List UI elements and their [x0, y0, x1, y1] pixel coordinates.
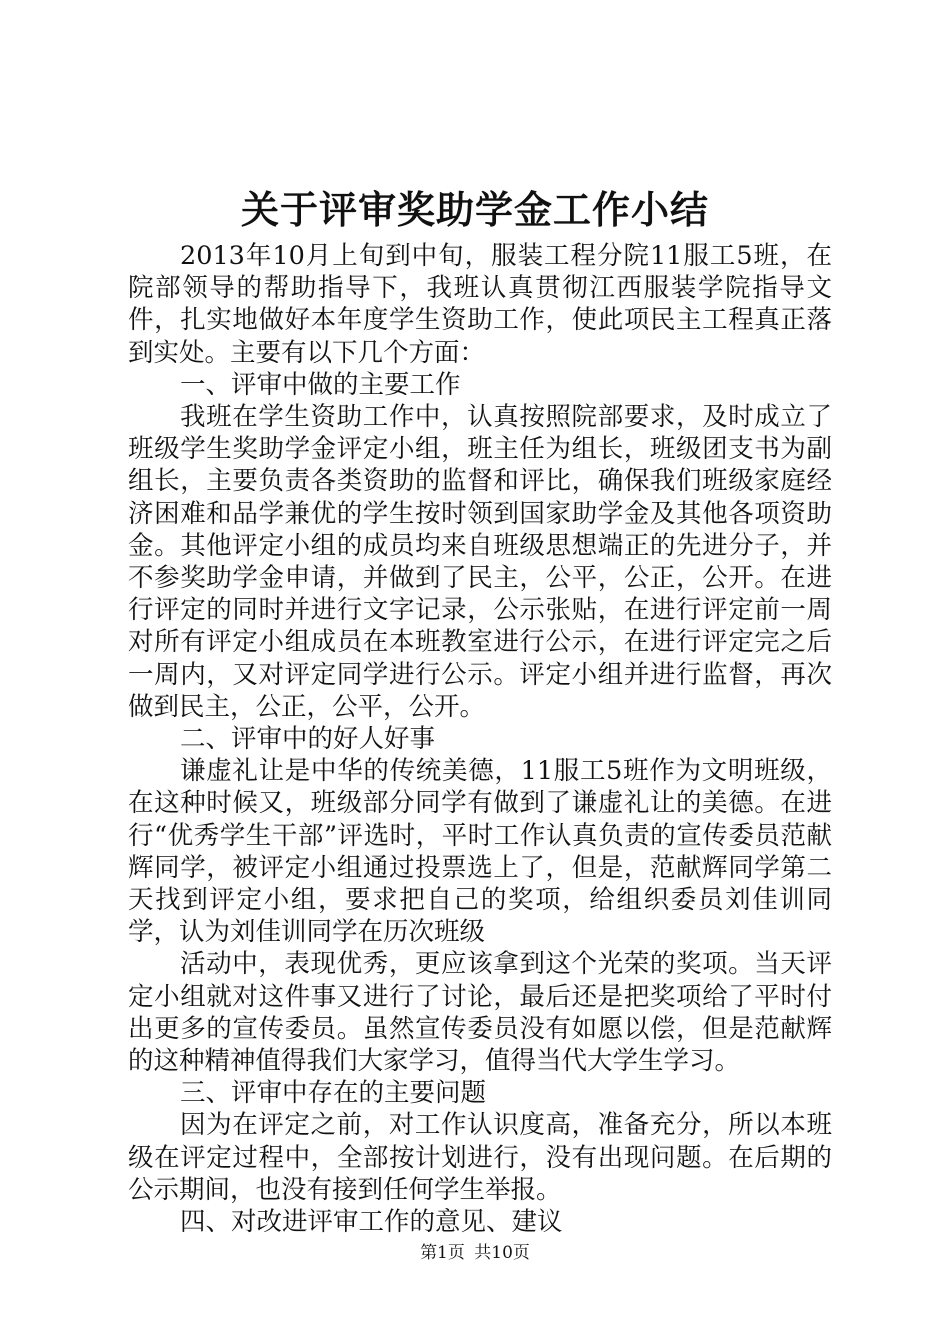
document-title: 关于评审奖助学金工作小结: [240, 187, 709, 232]
body-paragraph: 谦虚礼让是中华的传统美德，11服工5班作为文明班级，在这种时候又，班级部分同学有做到了谦虚礼让的美德。在进行“优秀学生干部”评选时，平时工作认真负责的宣传委员范献辉同学，被评定小组通过投票选上了，但是，范献辉同学第二天找到评定小组，要求把自己的奖项，给组织委员刘佳训同学，认为刘佳训同学在历次班级: [128, 756, 832, 948]
document-body: [128, 240, 832, 1238]
section-heading: 二、评审中的好人好事: [180, 724, 436, 755]
section-heading: 三、评审中存在的主要问题: [180, 1078, 487, 1109]
page-number: 第1页: [420, 1243, 465, 1263]
page-total: 共10页: [474, 1243, 530, 1263]
intro-paragraph: 2013年10月上旬到中旬，服装工程分院11服工5班，在院部领导的帮助指导下，我班认真贯彻江西服装学院指导文件，扎实地做好本年度学生资助工作，使此项民主工程真正落到实处。主要有以下几个方面：: [128, 241, 832, 368]
section-heading: 一、评审中做的主要工作: [180, 369, 461, 400]
body-paragraph: 活动中，表现优秀，更应该拿到这个光荣的奖项。当天评定小组就对这件事又进行了讨论，最后还是把奖项给了平时付出更多的宣传委员。虽然宣传委员没有如愿以偿，但是范献辉的这种精神值得我们大家学习，值得当代大学生学习。: [128, 949, 832, 1077]
page-footer: [0, 1242, 950, 1264]
section-heading: 四、对改进评审工作的意见、建议: [180, 1207, 563, 1238]
body-paragraph: 我班在学生资助工作中，认真按照院部要求，及时成立了班级学生奖助学金评定小组，班主任为组长，班级团支书为副组长，主要负责各类资助的监督和评比，确保我们班级家庭经济困难和品学兼优的学生按时领到国家助学金及其他各项资助金。其他评定小组的成员均来自班级思想端正的先进分子，并不参奖助学金申请，并做到了民主，公平，公正，公开。在进行评定的同时并进行文字记录，公示张贴，在进行评定前一周对所有评定小组成员在本班教室进行公示，在进行评定完之后一周内，又对评定同学进行公示。评定小组并进行监督，再次做到民主，公正，公平，公开。: [128, 402, 832, 722]
body-paragraph: 因为在评定之前，对工作认识度高，准备充分，所以本班级在评定过程中，全部按计划进行，没有出现问题。在后期的公示期间，也没有接到任何学生举报。: [128, 1110, 832, 1205]
